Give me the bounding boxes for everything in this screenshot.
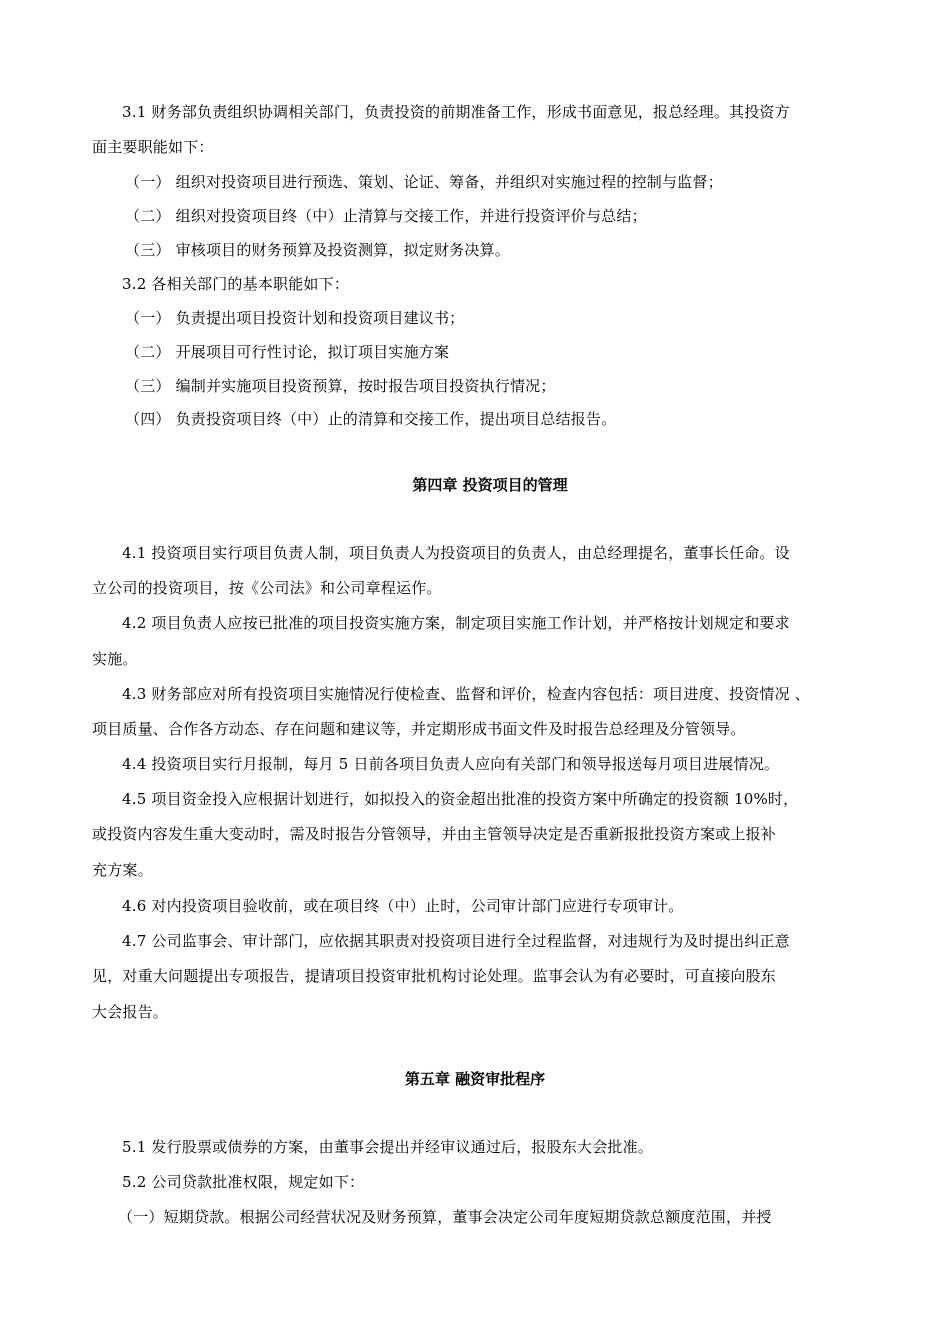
list-item-3-1-3: （三） 审核项目的财务预算及投资测算，拟定财务决算。 [125, 241, 510, 259]
chapter-5-title: 第五章 融资审批程序 [404, 1070, 546, 1088]
list-item-3-2-1: （一） 负责提出项目投资计划和投资项目建议书； [125, 309, 465, 327]
paragraph-4-7-line-3: 大会报告。 [92, 1003, 169, 1021]
paragraph-3-2: 3.2 各相关部门的基本职能如下： [122, 275, 350, 293]
paragraph-4-1-line-1: 4.1 投资项目实行项目负责人制，项目负责人为投资项目的负责人，由总经理提名，董事长任命。设 [122, 544, 790, 562]
paragraph-4-5-line-1: 4.5 项目资金投入应根据计划进行，如拟投入的资金超出批准的投资方案中所确定的投资额 10%时， [122, 790, 799, 808]
list-item-3-1-1: （一） 组织对投资项目进行预选、策划、论证、筹备，并组织对实施过程的控制与监督； [125, 173, 723, 191]
paragraph-5-1: 5.1 发行股票或债券的方案，由董事会提出并经审议通过后，报股东大会批准。 [122, 1138, 654, 1156]
paragraph-3-1-line-1: 3.1 财务部负责组织协调相关部门，负责投资的前期准备工作，形成书面意见，报总经理。其投资方 [122, 103, 790, 121]
list-item-3-2-4: （四） 负责投资项目终（中）止的清算和交接工作，提出项目总结报告。 [125, 410, 617, 428]
paragraph-4-5-line-3: 充方案。 [92, 861, 153, 879]
paragraph-4-3-line-1: 4.3 财务部应对所有投资项目实施情况行使检查、监督和评价，检查内容包括：项目进度、投资情况 、 [122, 685, 810, 703]
chapter-4-title: 第四章 投资项目的管理 [412, 476, 568, 494]
paragraph-4-2-line-1: 4.2 项目负责人应按已批准的项目投资实施方案，制定项目实施工作计划，并严格按计划规定和要求 [122, 614, 790, 632]
paragraph-4-5-line-2: 或投资内容发生重大变动时，需及时报告分管领导，并由主管领导决定是否重新报批投资方案或上报补 [92, 825, 777, 843]
paragraph-4-6: 4.6 对内投资项目验收前，或在项目终（中）止时，公司审计部门应进行专项审计。 [122, 897, 684, 915]
paragraph-4-4: 4.4 投资项目实行月报制，每月 5 日前各项目负责人应向有关部门和领导报送每月项目进展情况。 [122, 755, 780, 773]
paragraph-4-3-line-2: 项目质量、合作各方动态、存在问题和建议等，并定期形成书面文件及时报告总经理及分管领导。 [92, 720, 746, 738]
paragraph-4-2-line-2: 实施。 [92, 650, 138, 668]
paragraph-4-7-line-2: 见，对重大问题提出专项报告，提请项目投资审批机构讨论处理。监事会认为有必要时，可直接向股东 [92, 967, 777, 985]
paragraph-5-2: 5.2 公司贷款批准权限，规定如下： [122, 1173, 365, 1191]
paragraph-4-1-line-2: 立公司的投资项目，按《公司法》和公司章程运作。 [92, 579, 442, 597]
list-item-3-1-2: （二） 组织对投资项目终（中）止清算与交接工作，并进行投资评价与总结； [125, 207, 647, 225]
list-item-3-2-3: （三） 编制并实施项目投资预算，按时报告项目投资执行情况； [125, 377, 556, 395]
paragraph-3-1-line-2: 面主要职能如下： [92, 138, 214, 156]
list-item-3-2-2: （二） 开展项目可行性讨论，拟订项目实施方案 [125, 343, 450, 361]
list-item-5-2-1: （一）短期贷款。根据公司经营状况及财务预算，董事会决定公司年度短期贷款总额度范围，并授 [118, 1208, 772, 1226]
paragraph-4-7-line-1: 4.7 公司监事会、审计部门，应依据其职责对投资项目进行全过程监督，对违规行为及时提出纠正意 [122, 932, 790, 950]
